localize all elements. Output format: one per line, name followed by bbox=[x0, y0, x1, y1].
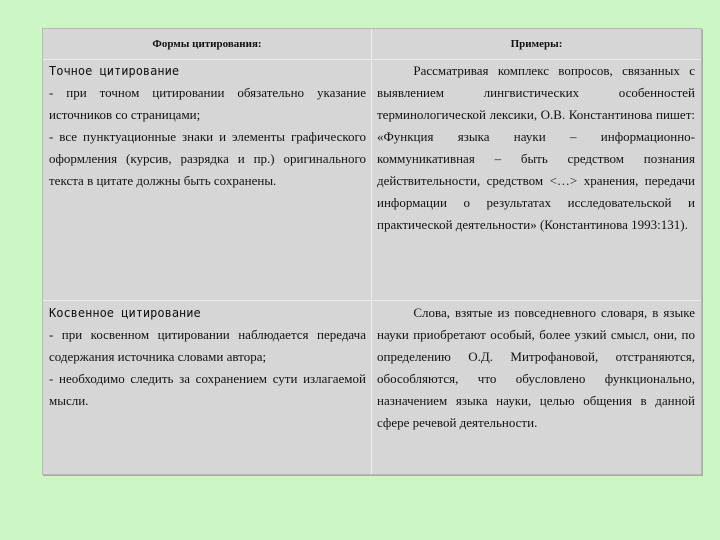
exact-citation-point-2: - все пунктуационные знаки и элементы графического оформления (курсив, разрядка и пр.) оригинального текста в цитате должны быть сохранены. bbox=[49, 129, 366, 188]
exact-citation-cell bbox=[49, 60, 366, 192]
indirect-citation-point-2: - необходимо следить за сохранением сути излагаемой мысли. bbox=[49, 371, 366, 408]
indirect-citation-title: Косвенное цитирование bbox=[49, 306, 201, 320]
column-divider bbox=[371, 29, 372, 474]
indirect-citation-example: Слова, взятые из повседневного словаря, в языке науки приобретают особый, более узкий смысл, они, по определению О.Д. Митрофановой, отстраняются, обособляются, что обусловлено функционально, назначением языка науки, целью общения в данной сфере речевой деятельности. bbox=[377, 305, 695, 430]
indirect-citation-cell bbox=[49, 302, 366, 412]
header-examples: Примеры: bbox=[510, 38, 563, 50]
citation-table bbox=[42, 28, 702, 475]
indirect-citation-point-1: - при косвенном цитировании наблюдается передача содержания источника словами автора; bbox=[49, 327, 366, 364]
exact-citation-example: Рассматривая комплекс вопросов, связанных с выявлением лингвистических особенностей терминологической лексики, О.В. Константинова пишет: «Функция языка науки – информационно-коммуникативная – быть средством познания действительности, средством <…> хранения, передачи информации о результатах исследовательской и практической деятельности» (Константинова 1993:131). bbox=[377, 63, 695, 232]
exact-citation-title: Точное цитирование bbox=[49, 64, 180, 78]
exact-citation-point-1: - при точном цитировании обязательно указание источников со страницами; bbox=[49, 85, 366, 122]
header-forms: Формы цитирования: bbox=[152, 38, 262, 50]
row-divider bbox=[43, 300, 701, 301]
